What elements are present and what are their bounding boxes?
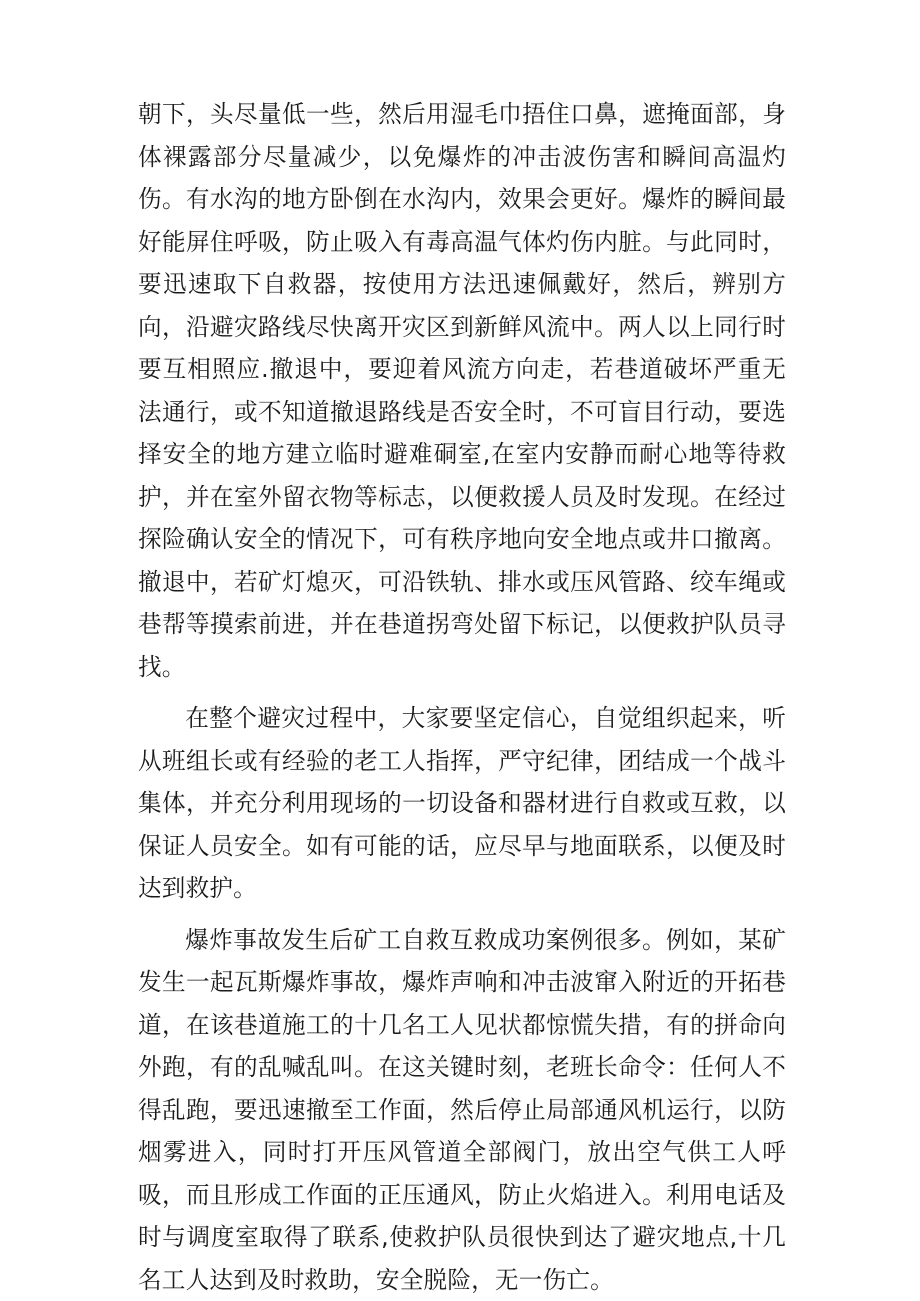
paragraph-1: 朝下，头尽量低一些，然后用湿毛巾捂住口鼻，遮掩面部，身体裸露部分尽量减少，以免爆炸的冲击波伤害和瞬间高温灼伤。有水沟的地方卧倒在水沟内，效果会更好。爆炸的瞬间最好能屏住呼吸，防止吸入有毒高温气体灼伤内脏。与此同时，要迅速取下自救器，按使用方法迅速佩戴好，然后，辨别方向，沿避灾路线尽快离开灾区到新鲜风流中。两人以上同行时要互相照应.撤退中，要迎着风流方向走，若巷道破坏严重无法通行，或不知道撤退路线是否安全时，不可盲目行动，要选择安全的地方建立临时避难硐室,在室内安静而耐心地等待救护，并在室外留衣物等标志，以便救援人员及时发现。在经过探险确认安全的情况下，可有秩序地向安全地点或井口撤离。撤退中，若矿灯熄灭，可沿铁轨、排水或压风管路、绞车绳或巷帮等摸索前进，并在巷道拐弯处留下标记，以便救护队员寻找。 (138, 100, 786, 681)
document-page (138, 93, 786, 1301)
paragraph-3: 爆炸事故发生后矿工自救互救成功案例很多。例如，某矿发生一起瓦斯爆炸事故，爆炸声响和冲击波窜入附近的开拓巷道，在该巷道施工的十几名工人见状都惊慌失措，有的拼命向外跑，有的乱喊乱叫。在这关键时刻，老班长命令：任何人不得乱跑，要迅速撤至工作面，然后停止局部通风机运行，以防烟雾进入，同时打开压风管道全部阀门，放出空气供工人呼吸，而且形成工作面的正压通风，防止火焰进入。利用电话及时与调度室取得了联系,使救护队员很快到达了避灾地点,十几名工人达到及时救助，安全脱险，无一伤亡。 (138, 925, 786, 1294)
paragraph-2: 在整个避灾过程中，大家要坚定信心，自觉组织起来，听从班组长或有经验的老工人指挥，严守纪律，团结成一个战斗集体，并充分利用现场的一切设备和器材进行自救或互救，以保证人员安全。如有可能的话，应尽早与地面联系，以便及时达到救护。 (138, 704, 786, 902)
